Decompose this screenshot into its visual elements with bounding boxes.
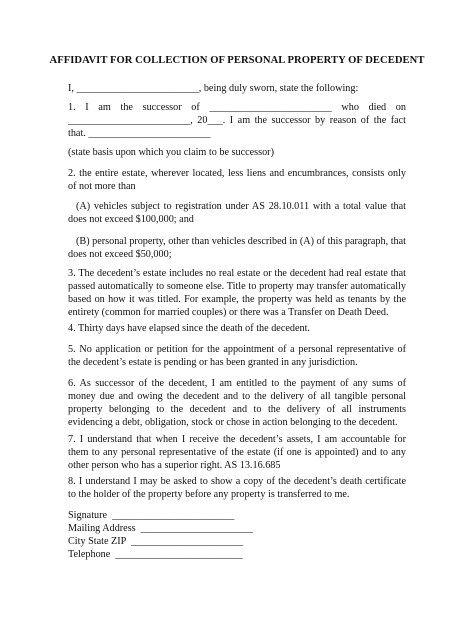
- telephone-field: Telephone _________________________: [68, 549, 243, 560]
- paragraph-7-accountability: 7. I understand that when I receive the decedent’s assets, I am accountable for them to any personal representative of the estate (if one is appointed) and to any other person who has a superior right. AS 13.16.685: [68, 434, 406, 471]
- paragraph-4-thirty-days: 4. Thirty days have elapsed since the death of the decedent.: [68, 323, 310, 334]
- successor-basis-note: (state basis upon which you claim to be successor): [68, 147, 274, 158]
- city-state-zip-field: City State ZIP ______________________: [68, 536, 244, 547]
- paragraph-6-entitlement: 6. As successor of the decedent, I am entitled to the payment of any sums of money due and owing the decedent and to the delivery of all tangible personal property belonging to the decedent and to the delivery of all instruments evidencing a debt, obligation, stock or chose in action belonging to the decedent.: [68, 378, 406, 428]
- paragraph-8-death-certificate: 8. I understand I may be asked to show a copy of the decedent’s death certificate to the holder of the property before any property is transferred to me.: [68, 476, 406, 500]
- signature-field: Signature ________________________: [68, 510, 235, 521]
- mailing-address-field: Mailing Address ______________________: [68, 523, 253, 534]
- paragraph-2b-personal-property: (B) personal property, other than vehicles described in (A) of this paragraph, that does not exceed $50,000;: [68, 236, 406, 260]
- paragraph-2a-vehicles: (A) vehicles subject to registration under AS 28.10.011 with a total value that does not exceed $100,000; and: [68, 201, 406, 225]
- paragraph-3-real-estate: 3. The decedent’s estate includes no real estate or the decedent had real estate that passed automatically to someone else. Title to property may transfer automatically based on how it was titled. For example, the property was held as tenants by the entirety (common for married couples) or there was a Transfer on Death Deed.: [68, 268, 406, 318]
- intro-paragraph: I, ________________________, being duly sworn, state the following:: [68, 83, 359, 94]
- paragraph-5-no-application: 5. No application or petition for the appointment of a personal representative of the decedent’s estate is pending or has been granted in any jurisdiction.: [68, 344, 406, 368]
- paragraph-1-successor: 1. I am the successor of ________________________ who died on ________________________, 20___. I am the successor by reason of the fact that. ________________________: [68, 102, 406, 139]
- paragraph-2-estate-limit: 2. the entire estate, wherever located, less liens and encumbrances, consists only of not more than: [68, 168, 406, 192]
- document-title: AFFIDAVIT FOR COLLECTION OF PERSONAL PROPERTY OF DECEDENT: [49, 55, 425, 66]
